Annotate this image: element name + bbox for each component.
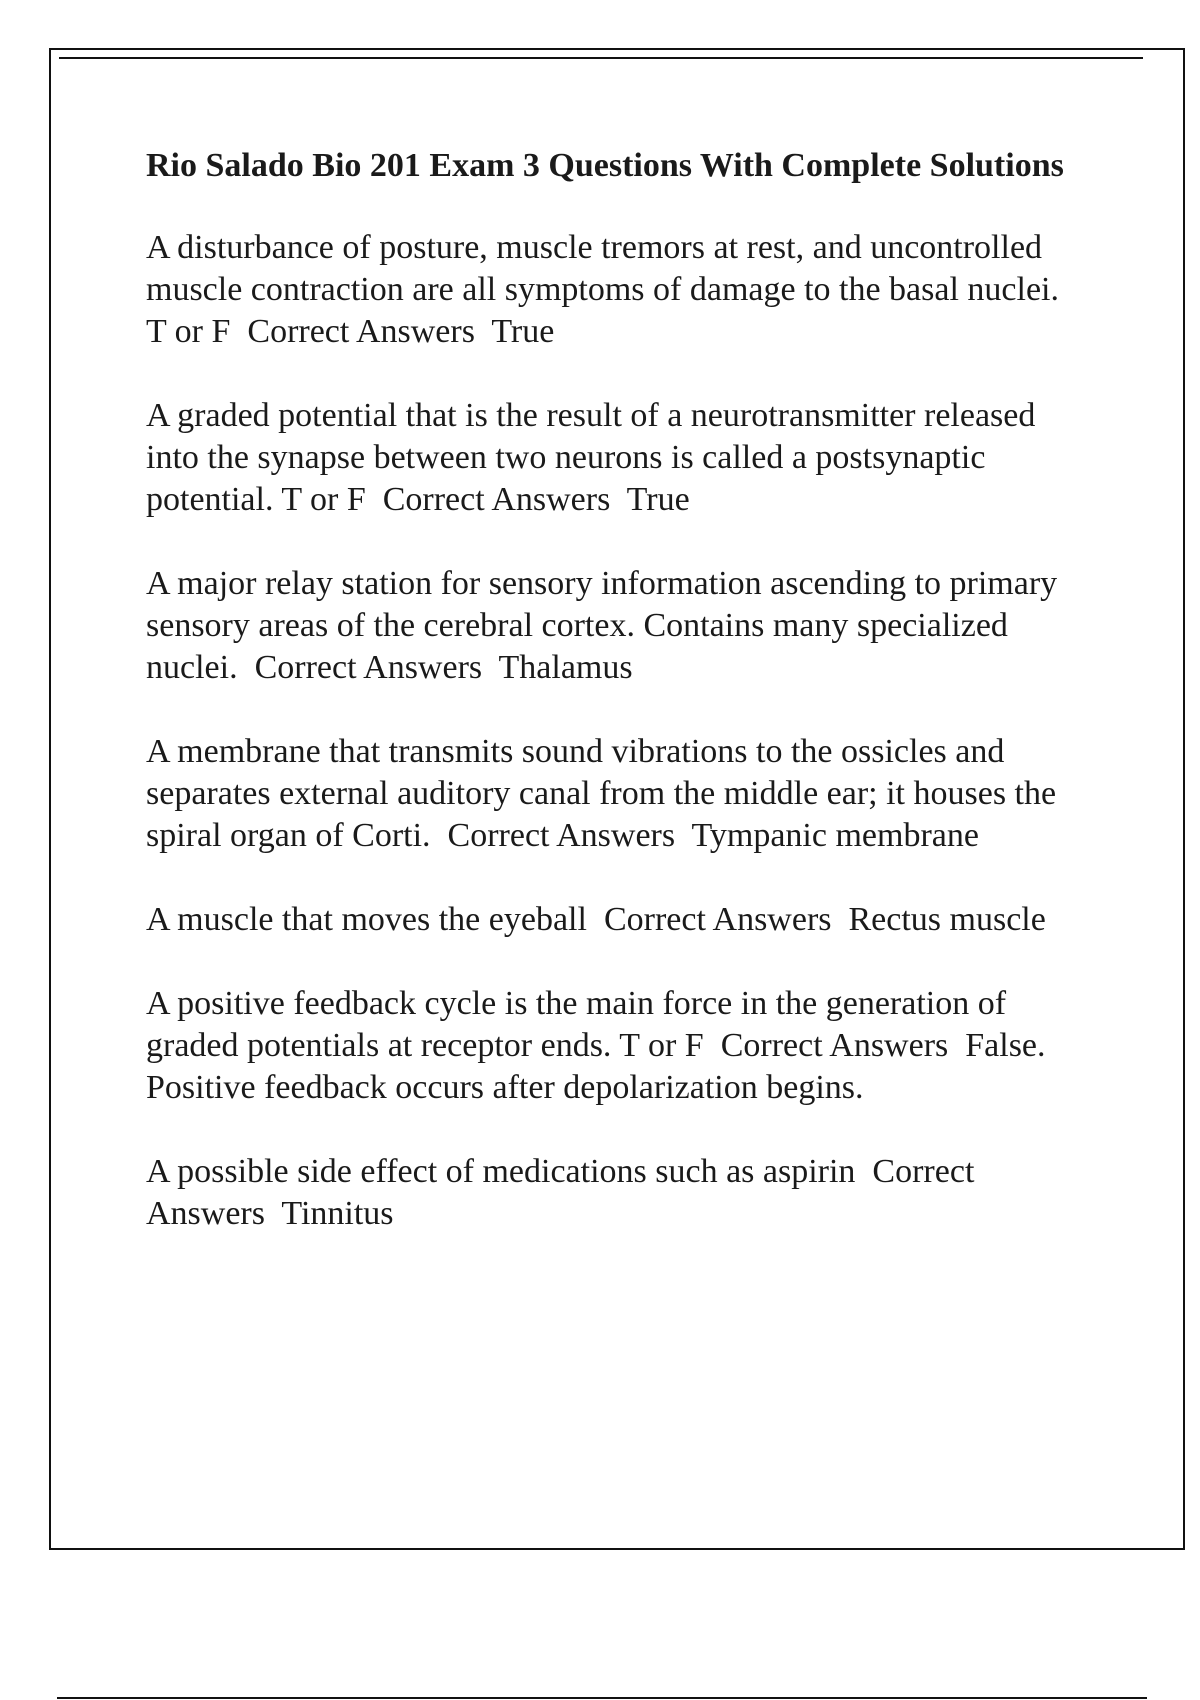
question-answer-item: A membrane that transmits sound vibrations to the ossicles and separates external auditory canal from the middle ear; it houses the spiral organ of Corti. Correct Answers Tympanic membrane: [146, 733, 1065, 854]
question-answer-item: A disturbance of posture, muscle tremors at rest, and uncontrolled muscle contraction are all symptoms of damage to the basal nuclei. T or F Correct Answers True: [146, 229, 1059, 350]
footer-rule: [57, 1697, 1147, 1699]
question-answer-item: A graded potential that is the result of a neurotransmitter released into the synapse between two neurons is called a postsynaptic potential. T or F Correct Answers True: [146, 397, 1044, 518]
document-body: [146, 145, 1086, 1277]
question-answer-item: A positive feedback cycle is the main force in the generation of graded potentials at receptor ends. T or F Correct Answers False. Positive feedback occurs after depolarization begins.: [146, 985, 1055, 1106]
question-answer-item: A major relay station for sensory information ascending to primary sensory areas of the cerebral cortex. Contains many specialized nuclei. Correct Answers Thalamus: [146, 565, 1066, 686]
question-answer-item: A muscle that moves the eyeball Correct Answers Rectus muscle: [146, 901, 1046, 938]
header-rule: [59, 57, 1143, 59]
document-title: Rio Salado Bio 201 Exam 3 Questions With Complete Solutions: [146, 147, 1064, 184]
question-answer-item: A possible side effect of medications such as aspirin Correct Answers Tinnitus: [146, 1153, 982, 1232]
